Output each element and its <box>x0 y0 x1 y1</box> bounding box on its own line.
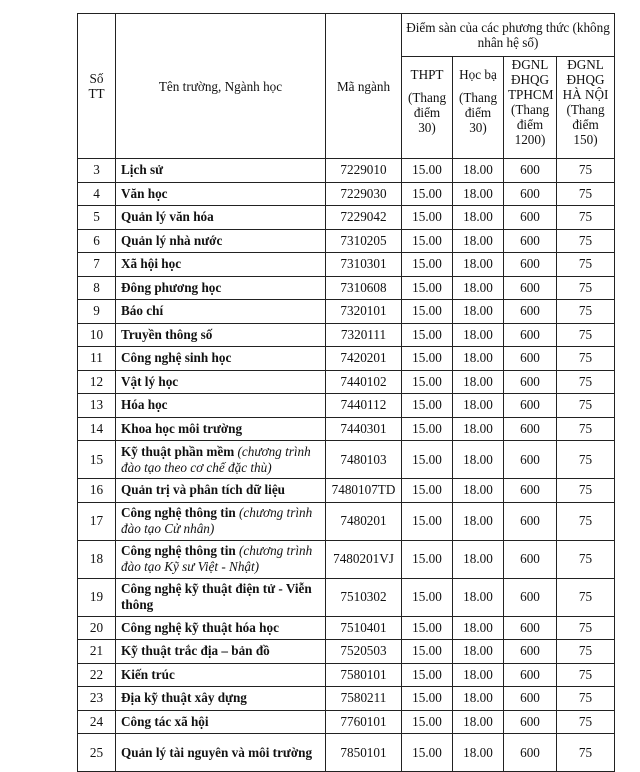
program-name: Đông phương học <box>121 279 222 295</box>
row-dgnl-hcm: 600 <box>504 616 557 640</box>
row-code: 7480107TD <box>326 479 402 503</box>
row-dgnl-hcm: 600 <box>504 578 557 616</box>
row-dgnl-hn: 75 <box>557 479 615 503</box>
row-program-name <box>116 502 326 540</box>
row-code: 7440112 <box>326 394 402 418</box>
row-dgnl-hn: 75 <box>557 347 615 371</box>
row-thpt: 15.00 <box>402 347 453 371</box>
row-dgnl-hn: 75 <box>557 687 615 711</box>
program-name: Công nghệ kỹ thuật điện tử - Viễn thông <box>121 581 312 612</box>
row-dgnl-hn: 75 <box>557 441 615 479</box>
table-row <box>78 479 615 503</box>
program-name: Báo chí <box>121 303 164 319</box>
program-name: Công nghệ kỹ thuật hóa học <box>121 619 279 635</box>
row-dgnl-hcm: 600 <box>504 479 557 503</box>
admission-score-table <box>77 13 615 772</box>
row-code: 7229010 <box>326 159 402 183</box>
row-hocba: 18.00 <box>453 370 504 394</box>
table-row <box>78 276 615 300</box>
row-no: 16 <box>78 479 116 503</box>
row-no: 8 <box>78 276 116 300</box>
row-thpt: 15.00 <box>402 540 453 578</box>
row-dgnl-hn: 75 <box>557 159 615 183</box>
row-code: 7229030 <box>326 182 402 206</box>
row-code: 7420201 <box>326 347 402 371</box>
row-dgnl-hn: 75 <box>557 578 615 616</box>
row-no: 18 <box>78 540 116 578</box>
row-dgnl-hcm: 600 <box>504 663 557 687</box>
row-dgnl-hn: 75 <box>557 276 615 300</box>
table-header <box>78 14 615 159</box>
row-no: 19 <box>78 578 116 616</box>
program-name: Hóa học <box>121 397 168 413</box>
table-body <box>78 159 615 772</box>
method-title: ĐGNL ĐHQG TPHCM <box>508 57 554 102</box>
program-name: Truyền thông số <box>121 326 213 342</box>
row-dgnl-hcm: 600 <box>504 640 557 664</box>
row-no: 6 <box>78 229 116 253</box>
row-dgnl-hcm: 600 <box>504 347 557 371</box>
program-name: Khoa học môi trường <box>121 420 243 436</box>
row-dgnl-hn: 75 <box>557 417 615 441</box>
table-row <box>78 347 615 371</box>
row-no: 10 <box>78 323 116 347</box>
table-row <box>78 734 615 772</box>
row-code: 7310608 <box>326 276 402 300</box>
row-hocba: 18.00 <box>453 734 504 772</box>
row-code: 7440102 <box>326 370 402 394</box>
row-code: 7320101 <box>326 300 402 324</box>
header-method-hocba <box>453 57 504 159</box>
row-hocba: 18.00 <box>453 616 504 640</box>
row-hocba: 18.00 <box>453 300 504 324</box>
program-note: (chương trình đào tạo Kỹ sư Việt - Nhật) <box>121 543 313 574</box>
program-name: Quản trị và phân tích dữ liệu <box>121 482 286 498</box>
header-method-hcm <box>504 57 557 159</box>
program-name: Công nghệ sinh học <box>121 350 232 366</box>
table-row <box>78 300 615 324</box>
table-row <box>78 182 615 206</box>
row-dgnl-hn: 75 <box>557 300 615 324</box>
row-hocba: 18.00 <box>453 441 504 479</box>
row-hocba: 18.00 <box>453 479 504 503</box>
row-hocba: 18.00 <box>453 394 504 418</box>
row-hocba: 18.00 <box>453 663 504 687</box>
row-dgnl-hcm: 600 <box>504 300 557 324</box>
row-dgnl-hcm: 600 <box>504 253 557 277</box>
row-dgnl-hn: 75 <box>557 394 615 418</box>
row-code: 7510401 <box>326 616 402 640</box>
row-dgnl-hcm: 600 <box>504 417 557 441</box>
row-dgnl-hn: 75 <box>557 540 615 578</box>
program-name: Quản lý văn hóa <box>121 209 214 225</box>
row-program-name <box>116 687 326 711</box>
program-name: Quản lý nhà nước <box>121 232 223 248</box>
method-scale: (Thang điểm 150) <box>566 102 605 147</box>
row-dgnl-hcm: 600 <box>504 441 557 479</box>
table-row <box>78 370 615 394</box>
table-row <box>78 417 615 441</box>
program-name: Lịch sử <box>121 162 163 178</box>
row-dgnl-hn: 75 <box>557 663 615 687</box>
row-dgnl-hcm: 600 <box>504 276 557 300</box>
row-no: 23 <box>78 687 116 711</box>
row-dgnl-hn: 75 <box>557 734 615 772</box>
row-program-name <box>116 710 326 734</box>
table-row <box>78 616 615 640</box>
row-no: 20 <box>78 616 116 640</box>
row-program-name <box>116 663 326 687</box>
row-code: 7850101 <box>326 734 402 772</box>
row-dgnl-hcm: 600 <box>504 687 557 711</box>
program-name: Quản lý tài nguyên và môi trường <box>121 744 313 760</box>
row-program-name <box>116 182 326 206</box>
row-code: 7480103 <box>326 441 402 479</box>
row-dgnl-hn: 75 <box>557 206 615 230</box>
row-thpt: 15.00 <box>402 159 453 183</box>
row-no: 13 <box>78 394 116 418</box>
row-hocba: 18.00 <box>453 347 504 371</box>
row-no: 4 <box>78 182 116 206</box>
row-hocba: 18.00 <box>453 687 504 711</box>
row-thpt: 15.00 <box>402 323 453 347</box>
row-no: 12 <box>78 370 116 394</box>
row-thpt: 15.00 <box>402 370 453 394</box>
row-code: 7580211 <box>326 687 402 711</box>
program-name: Kỹ thuật trắc địa – bản đồ <box>121 643 270 659</box>
row-dgnl-hn: 75 <box>557 323 615 347</box>
program-name: Kiến trúc <box>121 666 175 682</box>
row-code: 7480201VJ <box>326 540 402 578</box>
program-name: Công tác xã hội <box>121 713 209 729</box>
method-scale: (Thang điểm 1200) <box>510 102 550 147</box>
row-dgnl-hcm: 600 <box>504 229 557 253</box>
row-hocba: 18.00 <box>453 540 504 578</box>
row-hocba: 18.00 <box>453 253 504 277</box>
table-row <box>78 253 615 277</box>
row-program-name <box>116 441 326 479</box>
table-row <box>78 663 615 687</box>
row-code: 7510302 <box>326 578 402 616</box>
row-hocba: 18.00 <box>453 206 504 230</box>
row-dgnl-hcm: 600 <box>504 394 557 418</box>
row-program-name <box>116 253 326 277</box>
row-thpt: 15.00 <box>402 229 453 253</box>
row-thpt: 15.00 <box>402 502 453 540</box>
row-program-name <box>116 206 326 230</box>
row-code: 7760101 <box>326 710 402 734</box>
row-program-name <box>116 417 326 441</box>
row-no: 9 <box>78 300 116 324</box>
row-thpt: 15.00 <box>402 479 453 503</box>
row-dgnl-hn: 75 <box>557 229 615 253</box>
row-thpt: 15.00 <box>402 640 453 664</box>
row-hocba: 18.00 <box>453 710 504 734</box>
row-code: 7320111 <box>326 323 402 347</box>
table-row <box>78 578 615 616</box>
row-thpt: 15.00 <box>402 253 453 277</box>
row-dgnl-hcm: 600 <box>504 206 557 230</box>
row-dgnl-hcm: 600 <box>504 540 557 578</box>
row-thpt: 15.00 <box>402 663 453 687</box>
table-row <box>78 159 615 183</box>
row-no: 7 <box>78 253 116 277</box>
program-name: Công nghệ thông tin <box>121 543 236 558</box>
table-row <box>78 441 615 479</box>
method-scale: (Thang điểm 30) <box>458 90 498 135</box>
row-thpt: 15.00 <box>402 710 453 734</box>
row-program-name <box>116 159 326 183</box>
row-thpt: 15.00 <box>402 182 453 206</box>
method-scale: (Thang điểm 30) <box>407 90 447 135</box>
row-code: 7229042 <box>326 206 402 230</box>
row-hocba: 18.00 <box>453 276 504 300</box>
row-no: 22 <box>78 663 116 687</box>
row-dgnl-hn: 75 <box>557 253 615 277</box>
row-dgnl-hcm: 600 <box>504 159 557 183</box>
row-no: 21 <box>78 640 116 664</box>
row-dgnl-hn: 75 <box>557 710 615 734</box>
header-method-hn <box>557 57 615 159</box>
row-program-name <box>116 347 326 371</box>
program-name: Văn học <box>121 185 168 201</box>
row-no: 17 <box>78 502 116 540</box>
row-code: 7310301 <box>326 253 402 277</box>
method-title: ĐGNL ĐHQG HÀ NỘI <box>562 57 609 102</box>
row-hocba: 18.00 <box>453 417 504 441</box>
row-program-name <box>116 229 326 253</box>
program-name: Xã hội học <box>121 256 182 272</box>
row-dgnl-hn: 75 <box>557 370 615 394</box>
row-code: 7440301 <box>326 417 402 441</box>
row-thpt: 15.00 <box>402 734 453 772</box>
row-thpt: 15.00 <box>402 616 453 640</box>
row-no: 14 <box>78 417 116 441</box>
row-no: 11 <box>78 347 116 371</box>
table-row <box>78 323 615 347</box>
row-thpt: 15.00 <box>402 441 453 479</box>
program-name: Vật lý học <box>121 373 179 389</box>
header-name: Tên trường, Ngành học <box>116 14 326 159</box>
table-row <box>78 206 615 230</box>
row-thpt: 15.00 <box>402 687 453 711</box>
row-program-name <box>116 616 326 640</box>
table-row <box>78 540 615 578</box>
row-program-name <box>116 276 326 300</box>
row-dgnl-hcm: 600 <box>504 710 557 734</box>
row-thpt: 15.00 <box>402 417 453 441</box>
table-row <box>78 502 615 540</box>
row-dgnl-hcm: 600 <box>504 502 557 540</box>
row-dgnl-hcm: 600 <box>504 734 557 772</box>
row-program-name <box>116 323 326 347</box>
header-methods-group: Điểm sàn của các phương thức (không nhân hệ số) <box>402 14 615 57</box>
row-no: 5 <box>78 206 116 230</box>
table-row <box>78 229 615 253</box>
method-title: Học bạ <box>459 67 497 82</box>
header-no: Số TT <box>78 14 116 159</box>
row-hocba: 18.00 <box>453 578 504 616</box>
program-name: Công nghệ thông tin <box>121 505 236 520</box>
row-code: 7480201 <box>326 502 402 540</box>
row-dgnl-hn: 75 <box>557 182 615 206</box>
row-hocba: 18.00 <box>453 182 504 206</box>
header-method-thpt <box>402 57 453 159</box>
row-no: 25 <box>78 734 116 772</box>
row-no: 24 <box>78 710 116 734</box>
row-program-name <box>116 479 326 503</box>
row-program-name <box>116 300 326 324</box>
row-thpt: 15.00 <box>402 578 453 616</box>
row-thpt: 15.00 <box>402 276 453 300</box>
row-program-name <box>116 540 326 578</box>
row-program-name <box>116 640 326 664</box>
table-row <box>78 710 615 734</box>
row-dgnl-hn: 75 <box>557 502 615 540</box>
program-note: (chương trình đào tạo theo cơ chế đặc thù) <box>121 443 311 475</box>
row-hocba: 18.00 <box>453 323 504 347</box>
row-code: 7580101 <box>326 663 402 687</box>
row-dgnl-hcm: 600 <box>504 370 557 394</box>
row-no: 3 <box>78 159 116 183</box>
method-title: THPT <box>410 67 444 82</box>
row-dgnl-hcm: 600 <box>504 182 557 206</box>
row-hocba: 18.00 <box>453 640 504 664</box>
row-hocba: 18.00 <box>453 502 504 540</box>
row-hocba: 18.00 <box>453 159 504 183</box>
row-thpt: 15.00 <box>402 394 453 418</box>
row-dgnl-hn: 75 <box>557 616 615 640</box>
table-row <box>78 640 615 664</box>
table-row <box>78 394 615 418</box>
program-note: (chương trình đào tạo Cử nhân) <box>121 505 313 536</box>
program-name: Kỹ thuật phần mềm <box>121 443 235 459</box>
row-program-name <box>116 370 326 394</box>
program-name: Địa kỹ thuật xây dựng <box>121 690 247 706</box>
row-code: 7520503 <box>326 640 402 664</box>
row-dgnl-hn: 75 <box>557 640 615 664</box>
row-thpt: 15.00 <box>402 206 453 230</box>
row-program-name <box>116 734 326 772</box>
table-row <box>78 687 615 711</box>
header-code: Mã ngành <box>326 14 402 159</box>
row-no: 15 <box>78 441 116 479</box>
row-program-name <box>116 394 326 418</box>
row-program-name <box>116 578 326 616</box>
row-dgnl-hcm: 600 <box>504 323 557 347</box>
row-hocba: 18.00 <box>453 229 504 253</box>
row-thpt: 15.00 <box>402 300 453 324</box>
row-code: 7310205 <box>326 229 402 253</box>
